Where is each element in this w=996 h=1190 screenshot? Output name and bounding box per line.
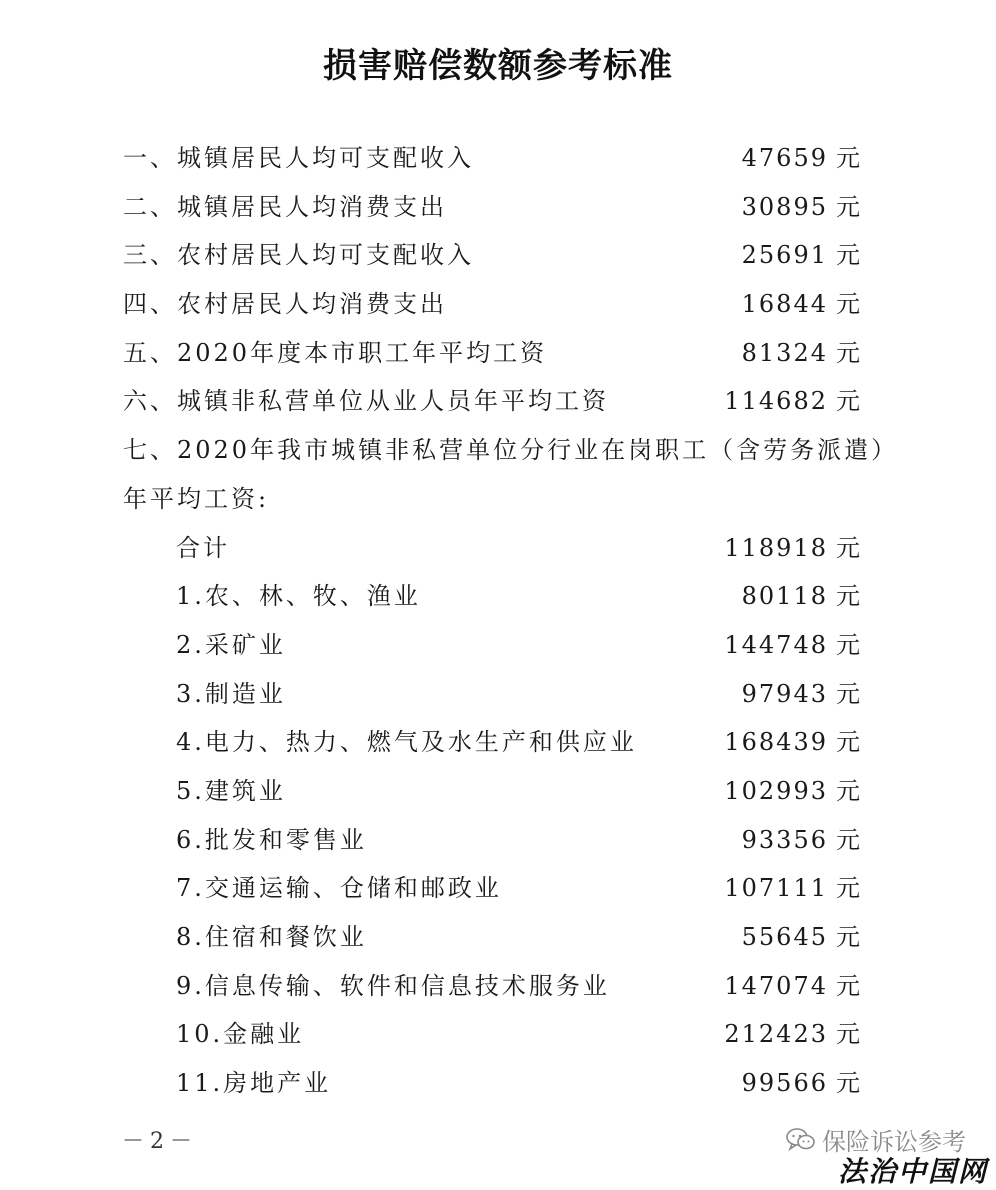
item-label: 3.制造业 (176, 679, 286, 708)
list-item (0, 1010, 996, 1059)
item-amount: 114682 (724, 387, 828, 416)
item-label: 7.交通运输、仓储和邮政业 (176, 874, 502, 903)
item-label: 4.电力、热力、燃气及水生产和供应业 (176, 728, 637, 757)
item-unit: 元 (836, 1020, 860, 1049)
site-logo: 法治中国网 (837, 1155, 988, 1188)
item-unit: 元 (836, 144, 860, 172)
item-amount: 93356 (741, 825, 828, 854)
item-amount: 55645 (741, 923, 828, 951)
list-item (0, 670, 996, 719)
item-label: 6.批发和零售业 (176, 825, 367, 854)
list-item (0, 134, 996, 183)
item-unit: 元 (836, 630, 860, 659)
item-unit: 元 (836, 290, 860, 319)
item-amount: 80118 (741, 582, 828, 611)
item-amount: 144748 (724, 630, 828, 659)
item-amount: 25691 (741, 241, 828, 270)
list-item (0, 718, 996, 767)
item-label: 9.信息传输、软件和信息技术服务业 (176, 971, 610, 1000)
item-amount: 168439 (724, 728, 828, 757)
item-label: 5.建筑业 (176, 776, 286, 805)
list-item (0, 572, 996, 621)
list-item (0, 475, 996, 524)
item-amount: 102993 (724, 776, 828, 805)
list-item (0, 913, 996, 962)
list-item (0, 816, 996, 865)
list-item (0, 183, 996, 232)
item-label: 四、农村居民人均消费支出 (123, 290, 447, 319)
item-label: 六、城镇非私营单位从业人员年平均工资 (123, 387, 609, 416)
item-unit: 元 (836, 1069, 860, 1098)
item-label: 三、农村居民人均可支配收入 (123, 241, 474, 270)
item-unit: 元 (836, 776, 860, 805)
list-item (0, 329, 996, 378)
item-unit: 元 (836, 387, 860, 416)
list-item (0, 524, 996, 573)
item-label: 二、城镇居民人均消费支出 (123, 192, 447, 221)
item-unit: 元 (836, 582, 860, 611)
item-label: 年平均工资: (123, 484, 270, 513)
item-amount: 118918 (724, 533, 828, 562)
page-number: －2－ (122, 1129, 198, 1154)
item-amount: 81324 (741, 338, 828, 367)
item-unit: 元 (836, 825, 860, 854)
item-amount: 212423 (724, 1020, 828, 1049)
item-amount: 16844 (741, 290, 828, 319)
list-item (0, 426, 996, 475)
item-unit: 元 (836, 241, 860, 270)
list-item (0, 377, 996, 426)
item-label: 2.采矿业 (176, 630, 286, 659)
item-amount: 99566 (741, 1069, 828, 1098)
list-item (0, 231, 996, 280)
list-item (0, 767, 996, 816)
item-label: 七、2020年我市城镇非私营单位分行业在岗职工（含劳务派遣） (123, 436, 899, 465)
item-unit: 元 (836, 338, 860, 367)
item-amount: 97943 (741, 679, 828, 708)
document-title: 损害赔偿数额参考标准 (323, 46, 673, 86)
item-unit: 元 (836, 923, 860, 951)
wechat-icon (786, 1127, 816, 1153)
item-label: 10.金融业 (176, 1020, 305, 1049)
item-unit: 元 (836, 533, 860, 562)
item-label: 一、城镇居民人均可支配收入 (123, 144, 474, 172)
standards-list (0, 134, 996, 1108)
item-amount: 107111 (724, 874, 828, 903)
item-label: 合计 (176, 533, 230, 562)
item-label: 1.农、林、牧、渔业 (176, 582, 421, 611)
list-item (0, 962, 996, 1011)
item-amount: 30895 (741, 192, 828, 221)
item-unit: 元 (836, 192, 860, 221)
item-unit: 元 (836, 679, 860, 708)
item-label: 8.住宿和餐饮业 (176, 923, 367, 951)
item-amount: 147074 (724, 971, 828, 1000)
item-amount: 47659 (741, 144, 828, 172)
list-item (0, 864, 996, 913)
list-item (0, 280, 996, 329)
item-label: 11.房地产业 (176, 1069, 332, 1098)
item-unit: 元 (836, 728, 860, 757)
watermark-text: 保险诉讼参考 (822, 1128, 966, 1156)
list-item (0, 1059, 996, 1108)
item-label: 五、2020年度本市职工年平均工资 (123, 338, 548, 367)
list-item (0, 621, 996, 670)
item-unit: 元 (836, 874, 860, 903)
item-unit: 元 (836, 971, 860, 1000)
